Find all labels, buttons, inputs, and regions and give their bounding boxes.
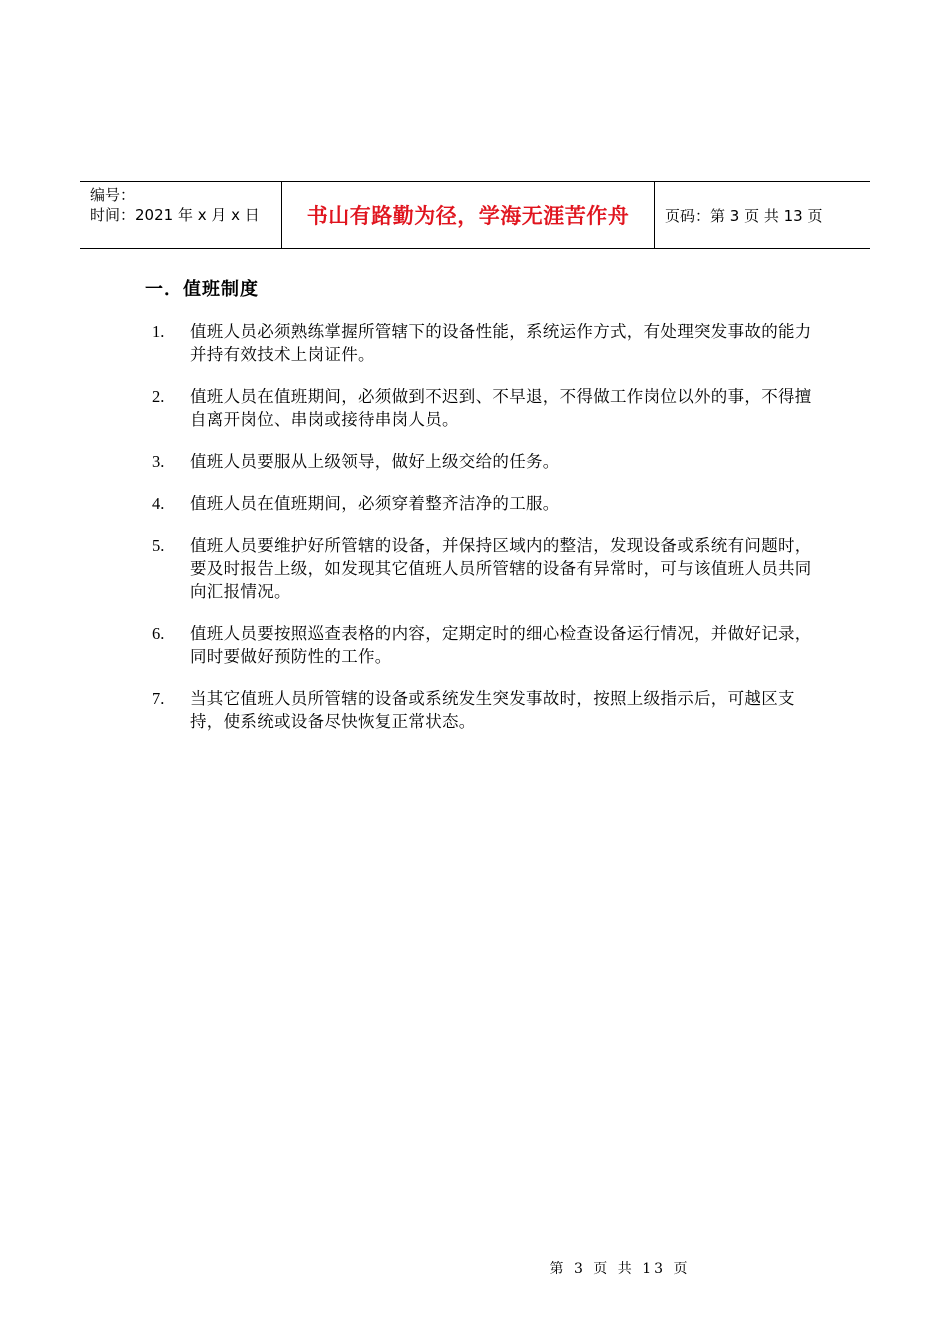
list-item-text: 值班人员必须熟练掌握所管辖下的设备性能，系统运作方式，有处理突发事故的能力并持有效技术上岗证件。	[190, 322, 812, 364]
list-item-number: 4.	[152, 494, 165, 513]
list-item-number: 2.	[152, 387, 165, 406]
list-item	[150, 450, 820, 473]
rule-list	[150, 320, 820, 752]
list-item-text: 当其它值班人员所管辖的设备或系统发生突发事故时，按照上级指示后，可越区支持，使系统或设备尽快恢复正常状态。	[190, 689, 795, 731]
header-meta-cell	[80, 182, 282, 248]
list-item	[150, 622, 820, 668]
document-number-label: 编号：	[90, 186, 136, 204]
list-item	[150, 534, 820, 603]
list-item-number: 6.	[152, 624, 165, 643]
list-item-number: 3.	[152, 452, 165, 471]
list-item	[150, 385, 820, 431]
list-item-number: 1.	[152, 322, 165, 341]
list-item	[150, 320, 820, 366]
list-item-text: 值班人员要服从上级领导，做好上级交给的任务。	[190, 452, 560, 471]
list-item	[150, 492, 820, 515]
list-item-text: 值班人员要维护好所管辖的设备，并保持区域内的整洁，发现设备或系统有问题时，要及时报告上级，如发现其它值班人员所管辖的设备有异常时，可与该值班人员共同向汇报情况。	[190, 536, 812, 601]
header-page-cell	[655, 182, 870, 248]
document-date: 时间：2021 年 x 月 x 日	[90, 206, 260, 224]
section-title: 一．值班制度	[145, 279, 259, 300]
page-footer: 第 3 页 共 13 页	[549, 1261, 691, 1277]
list-item-text: 值班人员在值班期间，必须做到不迟到、不早退，不得做工作岗位以外的事，不得擅自离开岗位、串岗或接待串岗人员。	[190, 387, 812, 429]
document-header	[80, 181, 870, 249]
list-item-text: 值班人员在值班期间，必须穿着整齐洁净的工服。	[190, 494, 560, 513]
header-page-info: 页码：第 3 页 共 13 页	[665, 206, 823, 225]
list-item-number: 7.	[152, 689, 165, 708]
motto-text: 书山有路勤为径，学海无涯苦作舟	[306, 204, 630, 228]
list-item	[150, 687, 820, 733]
header-motto-cell	[282, 182, 655, 248]
list-item-text: 值班人员要按照巡查表格的内容，定期定时的细心检查设备运行情况，并做好记录，同时要做好预防性的工作。	[190, 624, 812, 666]
list-item-number: 5.	[152, 536, 165, 555]
